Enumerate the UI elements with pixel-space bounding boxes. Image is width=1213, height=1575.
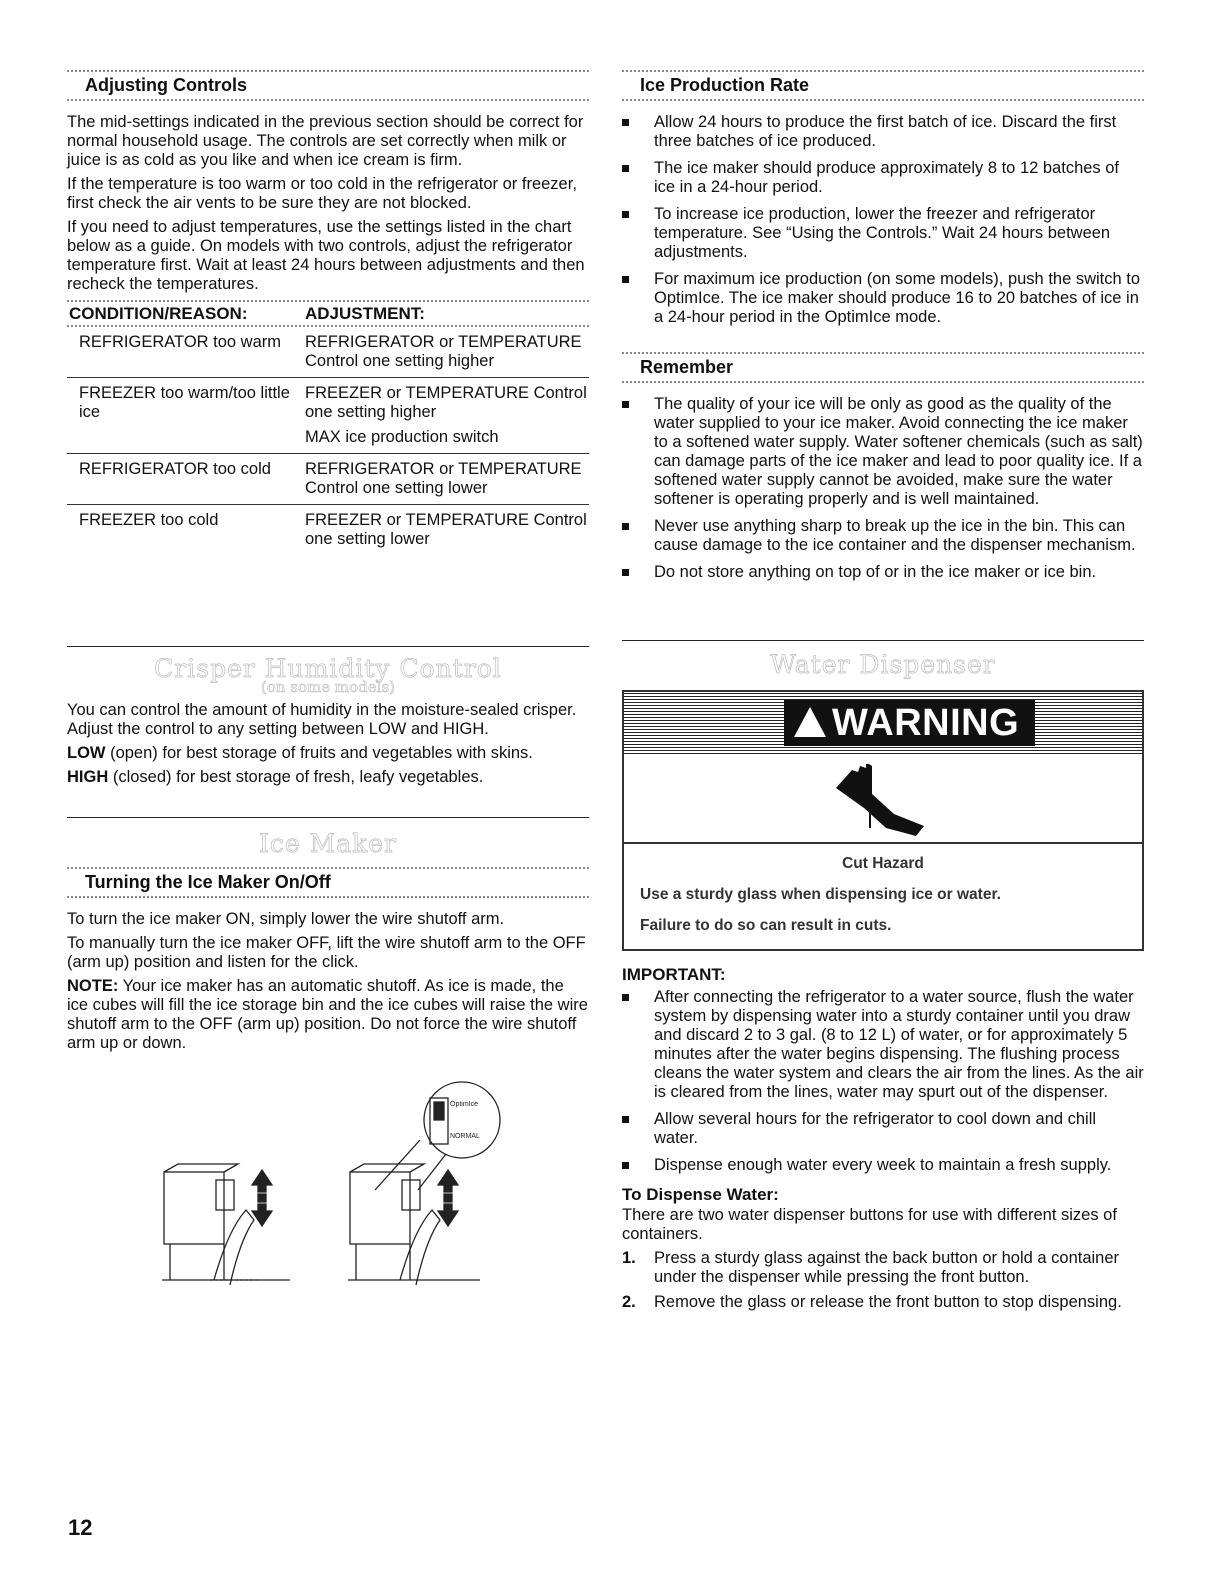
- list-item: After connecting the refrigerator to a water source, flush the water system by dispensing water into a sturdy container until you draw and discard 2 to 3 gal. (8 to 12 L) of water, or for approximately 5 minutes after the water begins dispensing. The flushing process cleans the water system and clears the air from the lines. As the air is cleared from the lines, water may spurt out of the dispenser.: [622, 988, 1144, 1102]
- note-text: Your ice maker has an automatic shutoff. As ice is made, the ice cubes will fill the ice storage bin and the ice cubes will raise the wire shutoff arm to the OFF (arm up) position. Do not force the wire shutoff arm up or down.: [67, 977, 588, 1052]
- crisper-title: Crisper Humidity Control: [154, 654, 502, 683]
- list-item: Never use anything sharp to break up the ice in the bin. This can cause damage to the ice container and the dispenser mechanism.: [622, 517, 1144, 555]
- condition-cell: FREEZER too cold: [79, 511, 219, 529]
- ice-maker-illustration: [150, 1080, 520, 1290]
- adjusting-controls-heading: Adjusting Controls: [85, 75, 247, 95]
- ice-production-list: [622, 113, 1144, 327]
- list-item: Allow several hours for the refrigerator to cool down and chill water.: [622, 1110, 1144, 1148]
- adjusting-paragraph-3: If you need to adjust temperatures, use the settings listed in the chart below as a guide. On models with two controls, adjust the refrigerator temperature first. Wait at least 24 hours between adjustments and then recheck the temperatures.: [67, 218, 585, 293]
- list-item: Dispense enough water every week to maintain a fresh supply.: [622, 1156, 1144, 1175]
- section-rule: [67, 817, 589, 818]
- switch-label-normal: NORMAL: [450, 1133, 480, 1140]
- ice-maker-paragraph-1: To turn the ice maker ON, simply lower the wire shutoff arm.: [67, 910, 505, 928]
- list-item: The quality of your ice will be only as good as the quality of the water supplied to your ice maker. Avoid connecting the ice maker to a softened water supply. Water softener chemicals (such as salt) can damage parts of the ice maker and lead to poor quality ice. If a softened water supply cannot be avoided, make sure the water softener is operating properly and is well maintained.: [622, 395, 1144, 509]
- adjustment-cell: [305, 378, 589, 454]
- page-number: 12: [68, 1515, 93, 1540]
- remember-list: [622, 395, 1144, 582]
- down-arrow-icon: [252, 1204, 272, 1226]
- high-label: HIGH: [67, 768, 109, 786]
- important-heading: IMPORTANT:: [622, 965, 726, 984]
- ice-production-section: [622, 70, 1144, 335]
- adjusting-controls-section: [67, 70, 589, 555]
- dispense-steps: [622, 1249, 1144, 1312]
- hazard-title: Cut Hazard: [842, 855, 924, 872]
- condition-cell: FREEZER too warm/too little ice: [67, 378, 305, 454]
- crisper-high: [67, 768, 589, 787]
- water-dispenser-title: Water Dispenser: [770, 650, 996, 679]
- warning-line-2: Failure to do so can result in cuts.: [640, 917, 892, 934]
- divider: [622, 381, 1144, 383]
- warning-box: [622, 690, 1144, 951]
- warning-line-1: Use a sturdy glass when dispensing ice or water.: [640, 886, 1001, 903]
- dispense-intro: There are two water dispenser buttons for use with different sizes of containers.: [622, 1206, 1117, 1243]
- warning-header: [624, 692, 1142, 754]
- adjustment-cell: REFRIGERATOR or TEMPERATURE Control one setting higher: [305, 327, 589, 378]
- adjustment-cell: FREEZER or TEMPERATURE Control one setting lower: [305, 511, 587, 548]
- table-row: [67, 454, 589, 505]
- controls-table: [67, 302, 589, 555]
- ice-maker-paragraph-2: To manually turn the ice maker OFF, lift the wire shutoff arm to the OFF (arm up) position and listen for the click.: [67, 934, 586, 971]
- remember-heading: Remember: [640, 357, 734, 377]
- dispense-heading: To Dispense Water:: [622, 1185, 779, 1204]
- ice-maker-section: [67, 817, 589, 1058]
- up-arrow-icon: [252, 1170, 272, 1192]
- divider: [67, 99, 589, 101]
- step-text: Remove the glass or release the front button to stop dispensing.: [654, 1293, 1122, 1311]
- step-text: Press a sturdy glass against the back button or hold a container under the dispenser while pressing the front button.: [654, 1249, 1120, 1286]
- warning-triangle-icon: [794, 707, 826, 737]
- table-header-adjustment: ADJUSTMENT:: [305, 304, 425, 323]
- adjusting-paragraph-1: The mid-settings indicated in the previous section should be correct for normal household usage. The controls are set correctly when milk or juice is as cold as you like and when ice cream is firm.: [67, 113, 584, 169]
- hand: [214, 1210, 254, 1285]
- table-row: [67, 327, 589, 378]
- divider: [622, 99, 1144, 101]
- remember-section: [622, 352, 1144, 590]
- adjustment-text: FREEZER or TEMPERATURE Control one setting higher: [305, 384, 587, 421]
- warning-label: [784, 700, 1035, 746]
- list-item: For maximum ice production (on some models), push the switch to OptimIce. The ice maker should produce 16 to 20 batches of ice in a 24-hour period in the OptimIce mode.: [622, 270, 1144, 327]
- adjusting-paragraph-2: If the temperature is too warm or too cold in the refrigerator or freezer, first check the air vents to be sure they are not blocked.: [67, 175, 577, 212]
- section-rule: [622, 640, 1144, 641]
- divider: [67, 896, 589, 898]
- note-label: NOTE:: [67, 977, 119, 995]
- ice-maker-body: [164, 1172, 224, 1244]
- crisper-paragraph: You can control the amount of humidity in the moisture-sealed crisper. Adjust the control to any setting between LOW and HIGH.: [67, 701, 577, 738]
- ice-production-heading: Ice Production Rate: [640, 75, 810, 95]
- crisper-section: [67, 646, 589, 792]
- step-number: 2.: [622, 1293, 636, 1311]
- ice-maker-note: [67, 977, 589, 1053]
- crisper-subtitle: (on some models): [261, 678, 395, 696]
- ice-maker-title: Ice Maker: [258, 829, 398, 858]
- list-item: To increase ice production, lower the freezer and refrigerator temperature. See “Using the Controls.” Wait 24 hours between adjustments.: [622, 205, 1144, 262]
- water-dispenser-section: [622, 640, 1144, 1318]
- adjustment-cell: REFRIGERATOR or TEMPERATURE Control one setting lower: [305, 454, 589, 505]
- ice-maker-heading: Turning the Ice Maker On/Off: [85, 872, 331, 892]
- table-header-condition: CONDITION/REASON:: [69, 304, 248, 323]
- cut-hazard-area: [624, 754, 1142, 844]
- switch-label-optimice: OptimIce: [450, 1101, 479, 1108]
- table-row: [67, 505, 589, 556]
- crisper-low: [67, 744, 589, 763]
- low-label: LOW: [67, 744, 106, 762]
- table-row: [67, 378, 589, 454]
- step-number: 1.: [622, 1249, 636, 1267]
- condition-cell: REFRIGERATOR too warm: [67, 327, 305, 378]
- section-rule: [67, 646, 589, 647]
- list-item: [622, 1293, 1144, 1312]
- condition-cell: REFRIGERATOR too cold: [67, 454, 305, 505]
- cut-hand-icon: [824, 764, 934, 836]
- low-text: (open) for best storage of fruits and vegetables with skins.: [105, 744, 533, 762]
- warning-text: WARNING: [832, 702, 1020, 744]
- warning-body: [624, 844, 1142, 949]
- list-item: The ice maker should produce approximately 8 to 12 batches of ice in a 24-hour period.: [622, 159, 1144, 197]
- list-item: Do not store anything on top of or in the ice maker or ice bin.: [622, 563, 1144, 582]
- list-item: Allow 24 hours to produce the first batch of ice. Discard the first three batches of ice produced.: [622, 113, 1144, 151]
- high-text: (closed) for best storage of fresh, leafy vegetables.: [108, 768, 484, 786]
- important-list: [622, 988, 1144, 1175]
- list-item: [622, 1249, 1144, 1287]
- adjustment-extra: MAX ice production switch: [305, 428, 499, 446]
